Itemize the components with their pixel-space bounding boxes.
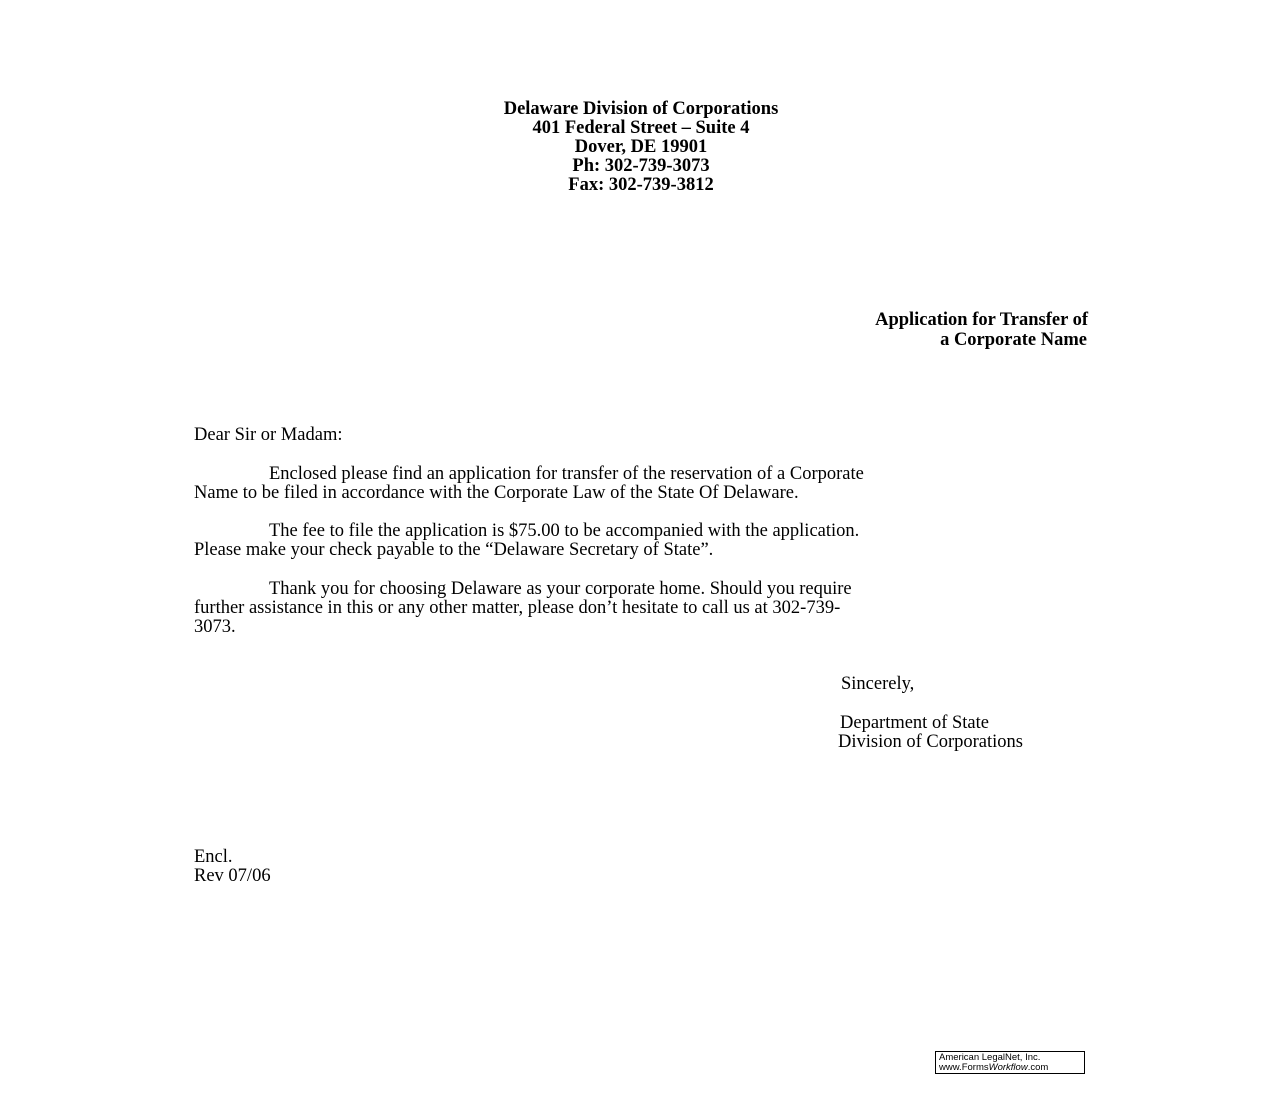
document-title-line-2: a Corporate Name <box>940 330 1087 350</box>
publisher-footer <box>935 1051 1085 1074</box>
letterhead-city: Dover, DE 19901 <box>574 137 708 157</box>
letterhead-org-name: Delaware Division of Corporations <box>503 99 779 119</box>
closing-text: Sincerely, <box>841 674 915 694</box>
enclosure-note: Encl. <box>194 847 233 867</box>
salutation-text: Dear Sir or Madam: <box>194 425 343 445</box>
letterhead-street: 401 Federal Street – Suite 4 <box>532 118 750 138</box>
paragraph-line: The fee to file the application is $75.00 to be accompanied with the application. <box>269 521 860 541</box>
letterhead-phone: Ph: 302-739-3073 <box>572 156 710 176</box>
closing <box>841 675 914 694</box>
publisher-url-prefix: www.Forms <box>939 1062 989 1073</box>
letterhead <box>0 100 1275 195</box>
signature-department: Department of State <box>840 713 989 733</box>
paragraph-line: Name to be filed in accordance with the Corporate Law of the State Of Delaware. <box>194 483 799 503</box>
salutation <box>194 426 1094 445</box>
document-title-line-1: Application for Transfer of <box>875 310 1088 330</box>
publisher-url <box>939 1063 1084 1073</box>
signature-division: Division of Corporations <box>838 732 1023 752</box>
enclosure-block <box>194 848 1094 886</box>
paragraph-fee <box>194 522 1094 560</box>
signature-block <box>840 714 1023 752</box>
document-title <box>875 310 1088 350</box>
paragraph-line: Thank you for choosing Delaware as your corporate home. Should you require <box>269 579 852 599</box>
publisher-url-suffix: .com <box>1027 1062 1049 1073</box>
letterhead-fax: Fax: 302-739-3812 <box>568 175 714 195</box>
publisher-url-italic: Workflow <box>988 1062 1028 1073</box>
paragraph-line: Enclosed please find an application for transfer of the reservation of a Corporate <box>269 464 864 484</box>
publisher-name: American LegalNet, Inc. <box>939 1052 1041 1063</box>
paragraph-line: Please make your check payable to the “Delaware Secretary of State”. <box>194 540 714 560</box>
revision-note: Rev 07/06 <box>194 866 271 886</box>
paragraph-line: further assistance in this or any other matter, please don’t hesitate to call us at 302-739- <box>194 598 841 618</box>
paragraph-thank-you <box>194 580 1094 637</box>
paragraph-enclosed <box>194 465 1094 503</box>
paragraph-line: 3073. <box>194 617 236 637</box>
